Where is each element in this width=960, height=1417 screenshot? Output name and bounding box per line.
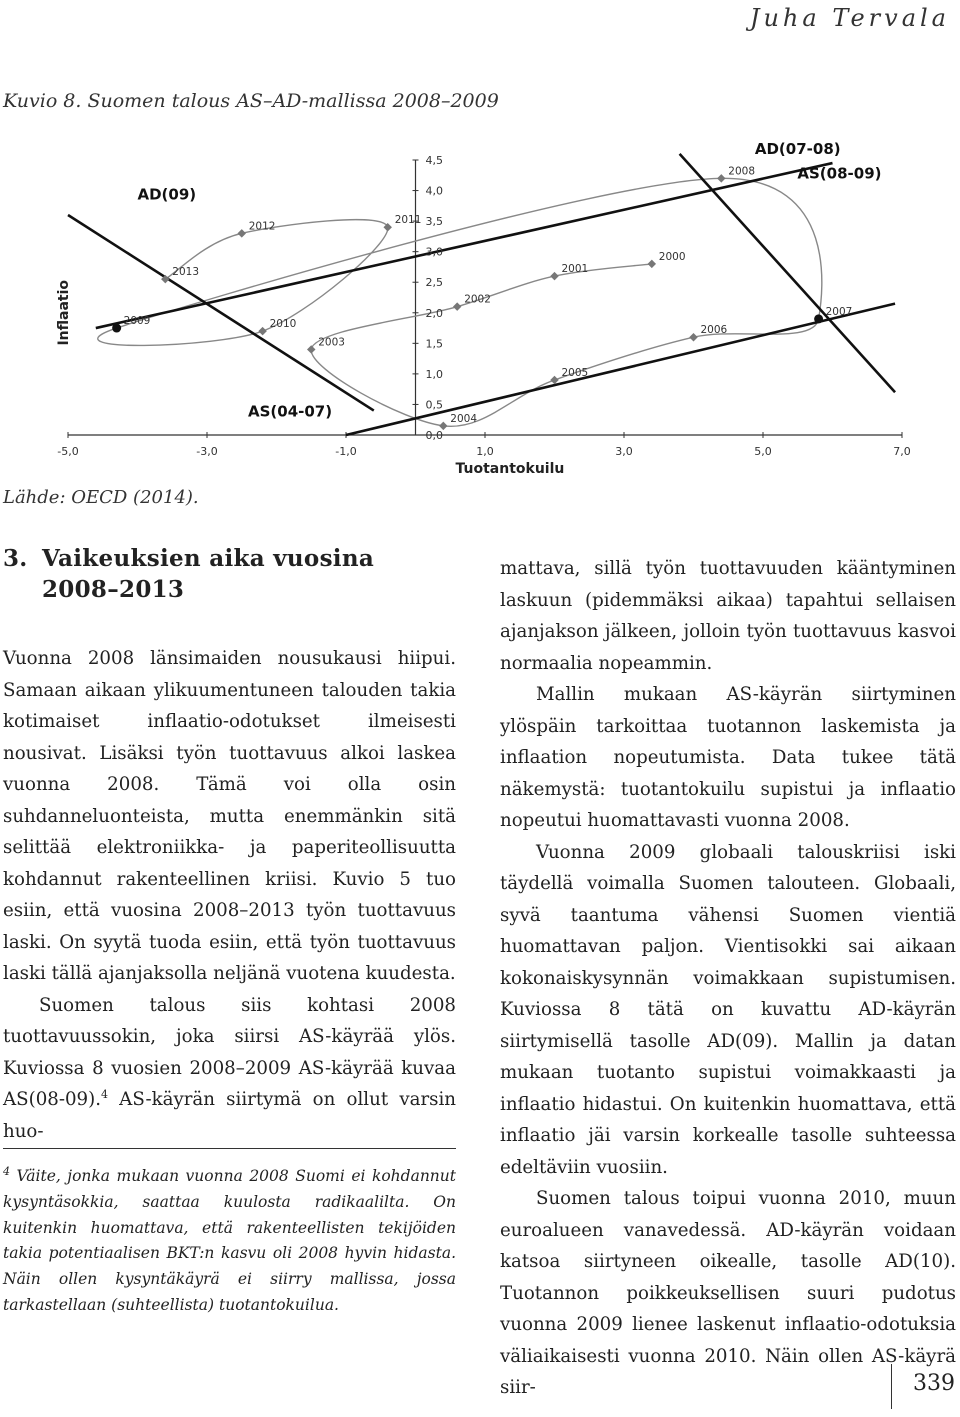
section-title-line1: Vaikeuksien aika vuosina	[42, 545, 375, 572]
point-marker	[307, 345, 315, 353]
point-marker	[814, 314, 823, 323]
y-tick-label: 3,5	[425, 215, 443, 229]
curve-label: AS(04-07)	[247, 402, 333, 421]
paragraph: Suomen talous toipui vuonna 2010, muun euroalueen vanavedessä. AD-käyrän voidaan katsoa siirtyneen oikealle, tasolle AD(10). Tuotannon poikkeuksellisen suuri pudotus vuonna 2009 lienee laskenut inflaatio-odotuksia väliaikaisesti vuonna 2010. Näin ollen AS-käyrä siir-	[500, 1188, 956, 1398]
point-year-label: 2008	[728, 165, 756, 178]
y-tick-label: 1,5	[425, 337, 443, 351]
paragraph: mattava, sillä työn tuottavuuden kääntyminen laskuun (pidemmäksi aikaa) tapahtui sellaisen ajanjakson jälkeen, jolloin työn tuottavuus kasvoi normaalia nopeammin.	[500, 558, 956, 674]
x-tick-label: 5,0	[754, 445, 772, 458]
point-marker	[717, 174, 725, 182]
point-marker	[648, 260, 656, 268]
running-header-author: Juha Tervala	[749, 4, 950, 32]
point-year-label: 2005	[561, 367, 589, 379]
footnote-divider	[3, 1148, 456, 1149]
curve-line	[68, 215, 374, 411]
curve-label: AD(09)	[137, 185, 197, 204]
curve-label: AD(07-08)	[754, 140, 841, 158]
point-marker	[112, 324, 121, 333]
point-marker	[453, 302, 461, 310]
y-tick-label: 4,0	[425, 184, 443, 198]
point-year-label: 2010	[269, 318, 297, 331]
point-year-label: 2007	[825, 305, 853, 318]
x-tick-label: -1,0	[335, 445, 357, 458]
y-tick-label: 0,0	[425, 429, 443, 442]
y-tick-label: 2,0	[425, 306, 443, 320]
y-tick-label: 4,5	[425, 154, 443, 167]
curve-label: AS(08-09)	[797, 164, 882, 183]
x-tick-label: -3,0	[196, 445, 218, 458]
point-year-label: 2002	[464, 293, 491, 306]
y-tick-label: 3,0	[425, 245, 443, 259]
footnote-ref[interactable]: 4	[101, 1087, 108, 1101]
left-column	[3, 643, 456, 1147]
right-column	[500, 553, 956, 1404]
x-tick-label: 7,0	[893, 445, 911, 458]
point-year-label: 2004	[450, 412, 478, 425]
section-heading	[3, 543, 433, 605]
y-tick-label: 2,5	[425, 276, 443, 290]
point-year-label: 2001	[561, 263, 589, 276]
paragraph: Mallin mukaan AS-käyrän siirtyminen ylöspäin tarkoittaa tuotannon laskemista ja inflaation nopeutumista. Data tukee tätä näkemystä: tuotantokuilu supistui ja inflaatio nopeutui huomattavasti vuonna 2008.	[500, 684, 956, 831]
y-axis-title: Inflaatio	[56, 279, 72, 346]
point-year-label: 2006	[700, 324, 728, 337]
page-number: 339	[913, 1371, 955, 1396]
point-year-label: 2003	[318, 336, 345, 349]
section-number: 3.	[3, 545, 28, 572]
paragraph	[3, 990, 456, 1148]
point-marker	[550, 272, 558, 280]
point-year-label: 2011	[394, 214, 422, 227]
y-tick-label: 0,5	[425, 398, 443, 412]
y-tick-label: 1,0	[425, 367, 443, 381]
as-ad-chart	[40, 140, 920, 480]
point-marker	[238, 229, 246, 237]
paragraph: Vuonna 2008 länsimaiden nousukausi hiipui. Samaan aikaan ylikuumentuneen talouden takia kotimaiset inflaatio-odotukset ilmeisesti nousivat. Lisäksi työn tuottavuus alkoi laskea vuonna 2008. Tämä voi olla osin suhdanneluonteista, mutta enemmänkin sitä selittää elektroniikka- ja paperiteollisuutta kohdannut rakenteellinen kriisi. Kuvio 5 tuo esiin, että vuosina 2008–2013 työn tuottavuus laski. On syytä tuoda esiin, että työn tuottavuus laski tällä ajanjaksolla neljänä vuotena kuudesta.	[3, 648, 456, 984]
x-tick-label: -5,0	[57, 445, 79, 458]
footnote-text: Väite, jonka mukaan vuonna 2008 Suomi ei kohdannut kysyntäsokkia, saattaa kuulosta radikaalilta. On kuitenkin huomattava, että rakenteellisten tekijöiden takia potentiaalisen BKT:n kasvu oli 2008 hyvin hidasta. Näin ollen kysyntäkäyrä ei siirry mallissa, jossa tarkastellaan (suhteellista) tuotantokuilua.	[3, 1167, 456, 1314]
point-marker	[689, 333, 697, 341]
point-year-label: 2013	[172, 266, 200, 279]
paragraph: Vuonna 2009 globaali talouskriisi iski täydellä voimalla Suomen talouteen. Globaali, syvä taantuma vähensi Suomen vientiä huomattavan paljon. Vientisokki sai aikaan kokonaiskysynnän voimakkaan supistumisen. Kuviossa 8 tätä on kuvattu AD-käyrän siirtymisellä tasolle AD(09). Mallin ja datan mukaan tuotanto supistui voimakkaasti ja inflaatio hidastui. On kuitenkin huomattava, että inflaatio jäi varsin korkealle tasolle suhteessa edeltäviin vuosiin.	[500, 841, 956, 1178]
paragraph-text-end: AS-käyrän siirtymä on ollut varsin huo-	[3, 1089, 456, 1142]
x-tick-label: 1,0	[476, 445, 494, 458]
page-number-divider	[891, 1364, 892, 1409]
figure-source: Lähde: OECD (2014).	[3, 487, 199, 508]
section-title-line2: 2008–2013	[42, 576, 185, 603]
point-marker	[258, 327, 266, 335]
footnote	[3, 1164, 456, 1319]
paragraph-text: Suomen talous siis kohtasi 2008 tuottavuussokin, joka siirsi AS-käyrää ylös. Kuviossa 8 vuosien 2008–2009 AS-käyrää kuvaa AS(08-09).	[3, 994, 456, 1110]
point-year-label: 2012	[248, 220, 276, 233]
figure-caption: Kuvio 8. Suomen talous AS–AD-mallissa 2008–2009	[3, 90, 499, 112]
point-year-label: 2009	[123, 315, 151, 328]
footnote-mark: 4	[3, 1164, 10, 1178]
point-year-label: 2000	[658, 250, 686, 263]
x-tick-label: 3,0	[615, 445, 633, 458]
point-marker	[550, 376, 558, 384]
x-axis-title: Tuotantokuilu	[455, 461, 565, 477]
